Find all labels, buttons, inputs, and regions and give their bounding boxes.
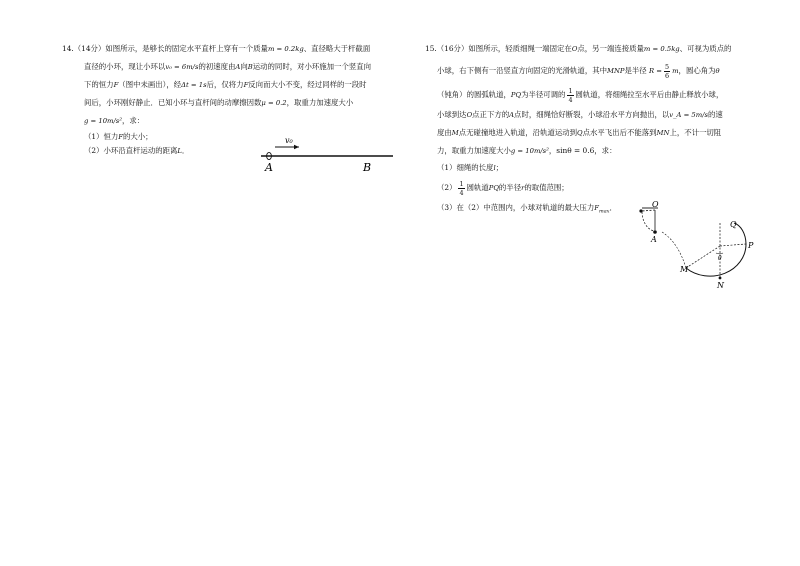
- q14-figure: [255, 130, 400, 176]
- q14-point-a: A: [235, 63, 241, 71]
- q14-text: ．: [181, 146, 190, 155]
- q15-text: 的半径: [498, 183, 522, 192]
- arrow-head: [294, 145, 299, 149]
- q15-g: g = 10m/s²: [510, 147, 549, 155]
- q14-text: 运动的同时，对小环施加一个竖直向: [252, 62, 372, 71]
- q15-text: 小球到达: [437, 110, 467, 119]
- q14-text: 间后，小环刚好静止．已知小环与直杆间的动摩擦因数: [84, 98, 262, 107]
- q15-text: ；: [495, 163, 504, 172]
- q15-line3: [425, 84, 771, 106]
- rope-horizontal: [642, 210, 655, 211]
- q15-pq: PQ: [488, 184, 499, 192]
- q15-radius-fraction: [664, 63, 670, 80]
- q14-text: 反向而大小不变，经过同样的一段时: [248, 80, 367, 89]
- q15-radius: R =: [649, 67, 663, 75]
- q15-theta: θ: [715, 67, 720, 75]
- q15-text: （2）: [437, 183, 457, 192]
- q15-r: r: [521, 184, 525, 192]
- q15-text: 圆轨道，将细绳拉至水平后由静止释放小球，: [575, 90, 724, 99]
- label-o: O: [652, 200, 659, 209]
- q14-line3: [62, 76, 414, 94]
- q15-figure: [620, 196, 770, 296]
- q15-va: v_A = 5m/s: [669, 111, 708, 119]
- q15-text: ，sinθ = 0.6，求：: [548, 146, 617, 155]
- q15-text: （钝角）的圆弧轨道，: [437, 90, 511, 99]
- q14-text: 向: [240, 62, 248, 71]
- q15-line5: [425, 124, 771, 142]
- q14-line4: [62, 94, 414, 112]
- q15-quarter-fraction: [567, 87, 573, 104]
- frac-num: 1: [568, 86, 573, 95]
- q15-point-a: A: [509, 111, 515, 119]
- q14-force: F: [113, 81, 119, 89]
- q15-point-q: Q: [577, 129, 583, 137]
- q15-text: 圆轨道: [466, 183, 489, 192]
- q14-text: （1）恒力: [84, 132, 119, 141]
- q15-point-o: O: [466, 111, 473, 119]
- q14-text: （2）小环沿直杆运动的距离: [84, 146, 178, 155]
- point-n: [719, 277, 722, 280]
- frac-num: 5: [665, 62, 670, 71]
- q15-line1: [425, 40, 771, 58]
- q15-text: 点无碰撞地进入轨道，沿轨道运动到: [458, 128, 578, 137]
- q14-v0: v₀ = 6m/s: [165, 63, 199, 71]
- q14-text: 的初速度由: [198, 62, 236, 71]
- q15-text: 、可视为质点的: [679, 44, 732, 53]
- q15-text: 点，另一端连接质量: [577, 44, 644, 53]
- q14-text: 直径的小环，现让小环以: [84, 62, 166, 71]
- label-v0: v₀: [285, 136, 293, 145]
- q15-text: ．: [609, 203, 617, 212]
- frac-den: 4: [459, 188, 464, 197]
- frac-num: 1: [459, 179, 464, 188]
- q15-l: l: [493, 164, 496, 172]
- question-15: [425, 40, 771, 219]
- q15-mass: m = 0.5kg: [643, 45, 680, 53]
- projectile-path: [662, 232, 686, 268]
- q15-text: 是半径: [624, 66, 647, 75]
- q15-text: 度由: [437, 128, 452, 137]
- q14-text: 14.（14分）如图所示，是够长的固定水平直杆上穿有一个质量: [62, 44, 268, 53]
- frac-den: 6: [665, 71, 670, 80]
- q14-line2: [62, 58, 414, 76]
- q15-text: 点水平飞出后不能落到: [582, 128, 657, 137]
- label-theta: θ: [718, 255, 722, 262]
- label-m: M: [680, 265, 689, 274]
- label-p: P: [748, 241, 754, 250]
- q15-sub1: [425, 160, 771, 176]
- q15-text: （1）细绳的长度: [437, 163, 494, 172]
- q15-text: 点正下方的: [472, 110, 510, 119]
- q15-pq: PQ: [510, 91, 522, 99]
- q14-line5: [62, 112, 414, 130]
- q15-fmax-sub: max: [598, 208, 610, 215]
- q14-dt: Δt = 1s: [181, 81, 207, 89]
- q15-text: 力，取重力加速度大小: [437, 146, 511, 155]
- angle-mark: [716, 253, 723, 254]
- q15-text: ，圆心角为: [678, 66, 716, 75]
- q14-text: 下的恒力: [84, 80, 114, 89]
- q15-text: 的速: [707, 110, 723, 119]
- q15-text: （3）在（2）中范围内，小球对轨道的最大压力: [437, 203, 595, 212]
- q14-text: ，取重力加速度大小: [286, 98, 354, 107]
- q14-line1: [62, 40, 414, 58]
- q15-point-m: M: [451, 129, 459, 137]
- q15-text: 小球，右下侧有一沿竖直方向固定的光滑轨道，其中: [437, 66, 607, 75]
- q15-line4: [425, 106, 771, 124]
- q15-quarter-fraction: [458, 180, 464, 197]
- label-a: A: [651, 235, 657, 244]
- label-n: N: [717, 281, 724, 290]
- q15-point-o: O: [571, 45, 578, 53]
- radius-p: [720, 244, 746, 246]
- q15-text: 15.（16分）如图所示，轻质细绳一端固定在: [425, 44, 572, 53]
- q14-mass: m = 0.2kg: [267, 45, 304, 53]
- label-a: A: [265, 161, 273, 174]
- q14-text: （图中未画出），经: [118, 80, 182, 89]
- q14-text: 、直径略大于杆截面: [303, 44, 371, 53]
- q14-length: L: [177, 147, 182, 155]
- radius-m: [686, 246, 720, 268]
- q15-line6: [425, 142, 771, 160]
- q15-text: 点时，细绳恰好断裂，小球沿水平方向抛出，以: [514, 110, 670, 119]
- frac-den: 4: [568, 95, 573, 104]
- q15-fmax: F: [594, 204, 599, 212]
- ball-a: [653, 230, 657, 234]
- q15-mn: MN: [656, 129, 670, 137]
- q14-text: ，求：: [121, 116, 145, 125]
- swing-path: [642, 212, 654, 231]
- q15-text: 为半径可调的: [521, 90, 566, 99]
- q14-text: 的大小；: [122, 132, 153, 141]
- q14-point-b: B: [247, 63, 253, 71]
- q15-text: 上，不计一切阻: [669, 128, 722, 137]
- label-q: Q: [730, 220, 737, 229]
- q15-text: 的取值范围；: [524, 183, 569, 192]
- q14-force: F: [243, 81, 249, 89]
- q15-mnp: MNP: [607, 67, 625, 75]
- q15-unit: m: [672, 67, 679, 75]
- q14-mu: μ = 0.2: [261, 99, 287, 107]
- q15-line2: [425, 58, 771, 84]
- q14-text: 后，仅将力: [206, 80, 244, 89]
- q14-force: F: [118, 133, 123, 141]
- q14-g: g = 10m/s²: [84, 117, 122, 125]
- label-b: B: [363, 161, 372, 174]
